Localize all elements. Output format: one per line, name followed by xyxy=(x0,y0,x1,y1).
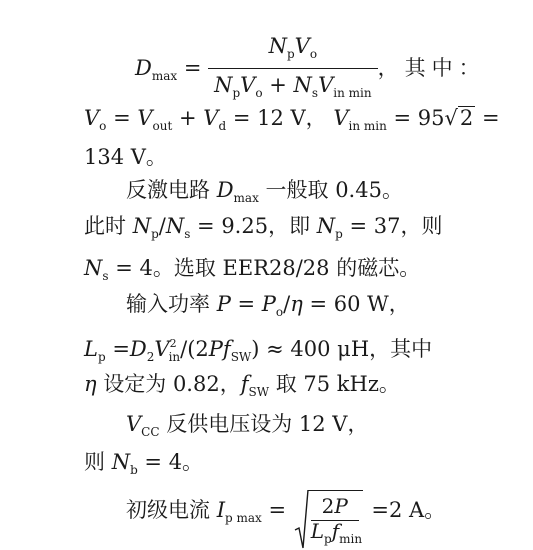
vo-value: = 12 V， xyxy=(232,106,327,130)
text-current-value: =2 A。 xyxy=(364,498,446,522)
equals-sign: = xyxy=(475,106,500,130)
sqrt-symbol: √ xyxy=(444,106,458,130)
turns-ratio: 此时 $N_p/N_s = 9.25$，即 $N_p = 37$，则 xyxy=(84,214,443,241)
text-power-value: = 60 W， xyxy=(302,292,410,316)
line1-tail: ，其中： xyxy=(377,56,486,80)
radical-overline xyxy=(308,490,363,491)
current-radical xyxy=(293,493,365,546)
text-primary-current: 初级电流 xyxy=(126,498,217,522)
ns-and-core: $N_s = 4$。选取 EER28/28 的磁芯。 xyxy=(84,256,421,283)
text-flyback: 反激电路 xyxy=(126,178,217,202)
vo-formula: $V_o = V_{out} + V_d = 12$ V， $V_{in min} = 95√2$ = xyxy=(84,106,500,133)
vin-result: 134 V。 xyxy=(84,145,167,169)
inductance-formula: $L_p =D_2V^2_{in}/(2Pf_{SW}) \approx 400$ μH，其中 xyxy=(84,337,433,364)
sqrt-argument: 2 xyxy=(459,106,474,130)
text-input-power: 输入功率 xyxy=(126,292,217,316)
text-nb: = 4。 xyxy=(137,450,204,474)
dmax-choice: 反激电路 $D_{max}$ 一般取 0.45。 xyxy=(126,178,403,205)
vin-value: = 95 xyxy=(393,106,445,130)
efficiency-and-frequency: η 设定为 0.82，$f_{SW}$ 取 75 kHz。 xyxy=(84,372,400,399)
text-ratio-value: = 9.25，即 xyxy=(190,214,317,238)
text-dmax-value: 一般取 0.45。 xyxy=(258,178,403,202)
nb-value: 则 $N_b = 4$。 xyxy=(84,450,204,477)
input-power: 输入功率 $P = P_o/\eta = 60$ W， xyxy=(126,292,410,319)
text-at-this-time: 此时 xyxy=(84,214,133,238)
text-vcc: 反供电压设为 12 V， xyxy=(159,412,369,436)
vcc-supply: $V_{CC}$ 反供电压设为 12 V， xyxy=(126,412,369,439)
text-efficiency: 设定为 0.82， xyxy=(96,372,241,396)
dmax-fraction: $\frac{N_pV_o}{N_pV_o + N_sV_{in min}}$ xyxy=(208,32,377,107)
text-then: 则 xyxy=(84,450,112,474)
text-inductance-value: ≈ 400 μH，其中 xyxy=(259,337,433,361)
text-core-choice: = 4。选取 EER28/28 的磁芯。 xyxy=(108,256,421,280)
text-np-value: = 37，则 xyxy=(342,214,443,238)
text-frequency: 取 75 kHz。 xyxy=(269,372,400,396)
radical-sign xyxy=(293,490,309,550)
dmax-formula: $D_{max}$ = $\frac{N_pV_o}{N_pV_o + N_sV_{in min}}$ ，其中： xyxy=(135,32,486,107)
primary-current: 初级电流 $I_{p max}$ = 2P $L_pf_{min}$ =2 A。 xyxy=(126,496,445,532)
radicand-fraction: 2P $L_pf_{min}$ xyxy=(310,493,363,546)
